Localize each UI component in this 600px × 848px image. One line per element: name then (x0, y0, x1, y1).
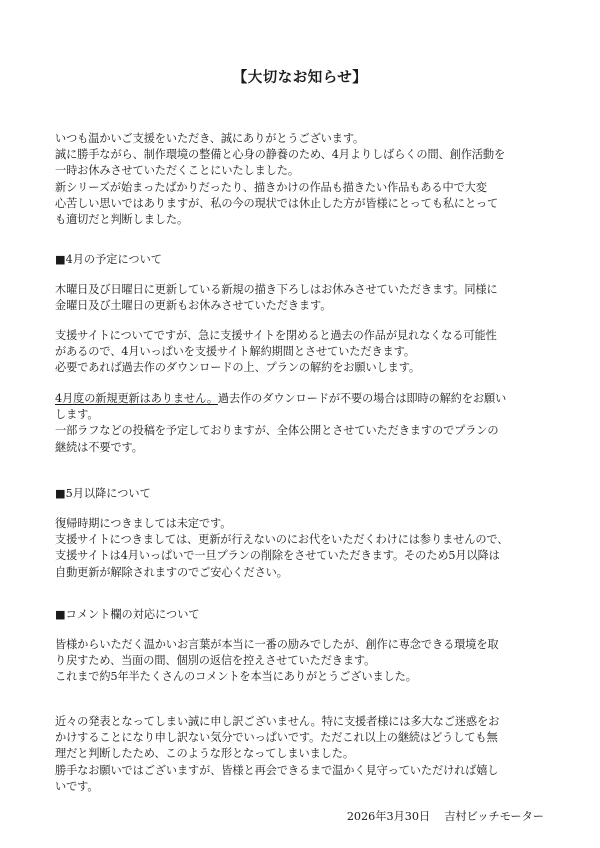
closing-paragraph (55, 714, 555, 795)
closing-line: いです。 (55, 779, 99, 793)
april-paragraph-2 (55, 328, 555, 377)
comments-line: 皆様からいただく温かいお言葉が本当に一番の励みでしたが、創作に専念できる環境を取 (55, 638, 499, 651)
may-line: 自動更新が解除されますのでご安心ください。 (55, 565, 288, 579)
may-line: 支援サイトにつきましては、更新が行えないのにお代をいただくわけには参りませんので、 (55, 533, 509, 547)
may-heading: ■5月以降について (55, 487, 151, 500)
may-line: 復帰時期につきましては未定です。 (55, 517, 232, 530)
april-heading: ■4月の予定について (55, 253, 162, 266)
closing-line: 近々の発表となってしまい誠に申し訳ございません。特に支援者様には多大なご迷惑をお (55, 715, 500, 728)
april-line: 木曜日及び日曜日に更新している新規の描き下ろしはお休みさせていただきます。同様に (55, 283, 498, 296)
no-new-updates-notice: 4月度の新規更新はありません。 (55, 392, 218, 405)
april-paragraph-1 (55, 282, 555, 314)
intro-line: 誠に勝手ながら、制作環境の整備と心身の静養のため、4月よりしばらくの間、創作活動を (55, 148, 506, 162)
notice-title: 【大切なお知らせ】 (232, 69, 368, 86)
signature (347, 809, 544, 825)
closing-line: 理だと判断したため、このような形となってしまいました。 (55, 747, 354, 761)
intro-line: も適切だと判断しました。 (55, 213, 189, 227)
april-line: します。 (55, 408, 99, 422)
intro-paragraph (55, 131, 555, 228)
april-line-rest: 過去作のダウンロードが不要の場合は即時の解約をお願い (217, 392, 507, 405)
april-line: 継続は不要です。 (55, 440, 143, 454)
closing-line: 勝手なお願いではございますが、皆様と再会できるまで温かく見守っていただければ嬉し (55, 763, 499, 777)
comments-paragraph (55, 637, 555, 686)
intro-line: 心苦しい思いではありますが、私の今の現状では休止した方が皆様にとっても私にとって (55, 196, 499, 210)
april-line: 一部ラフなどの投稿を予定しておりますが、全体公開とさせていただきますのでプランの (55, 424, 499, 438)
may-line: 支援サイトは4月いっぱいで一旦プランの削除をさせていただきます。そのため5月以降は (55, 549, 500, 563)
april-line: 必要であれば過去作のダウンロードの上、プランの解約をお願いします。 (55, 361, 420, 375)
intro-line: 一時お休みさせていただくことにいたしました。 (55, 164, 299, 178)
comments-line: これまで約5年半たくさんのコメントを本当にありがとうございました。 (55, 670, 417, 684)
april-line: があるので、4月いっぱいを支援サイト解約期間とさせていただきます。 (55, 345, 415, 359)
notice-date: 2026年3月30日 (346, 810, 431, 823)
comments-line: り戻すため、当面の間、個別の返信を控えさせていただきます。 (55, 654, 376, 668)
intro-line: いつも温かいご支援をいただき、誠にありがとうございます。 (55, 132, 365, 145)
april-line: 支援サイトについてですが、急に支援サイトを閉めると過去の作品が見れなくなる可能性 (55, 329, 497, 342)
comments-heading: ■コメント欄の対応について (55, 608, 200, 621)
author-name: 吉村ビッチモーター (444, 810, 544, 823)
april-line-emphasis (55, 391, 555, 407)
closing-line: かけすることになり申し訳ない気分でいっぱいです。ただこれ以上の継続はどうしても無 (55, 731, 498, 745)
intro-line: 新シリーズが始まったばかりだったり、描きかけの作品も描きたい作品もある中で大変 (55, 180, 487, 194)
may-paragraph (55, 516, 555, 581)
april-paragraph-3 (55, 391, 555, 456)
april-line: 金曜日及び土曜日の更新もお休みさせていただきます。 (55, 299, 332, 313)
